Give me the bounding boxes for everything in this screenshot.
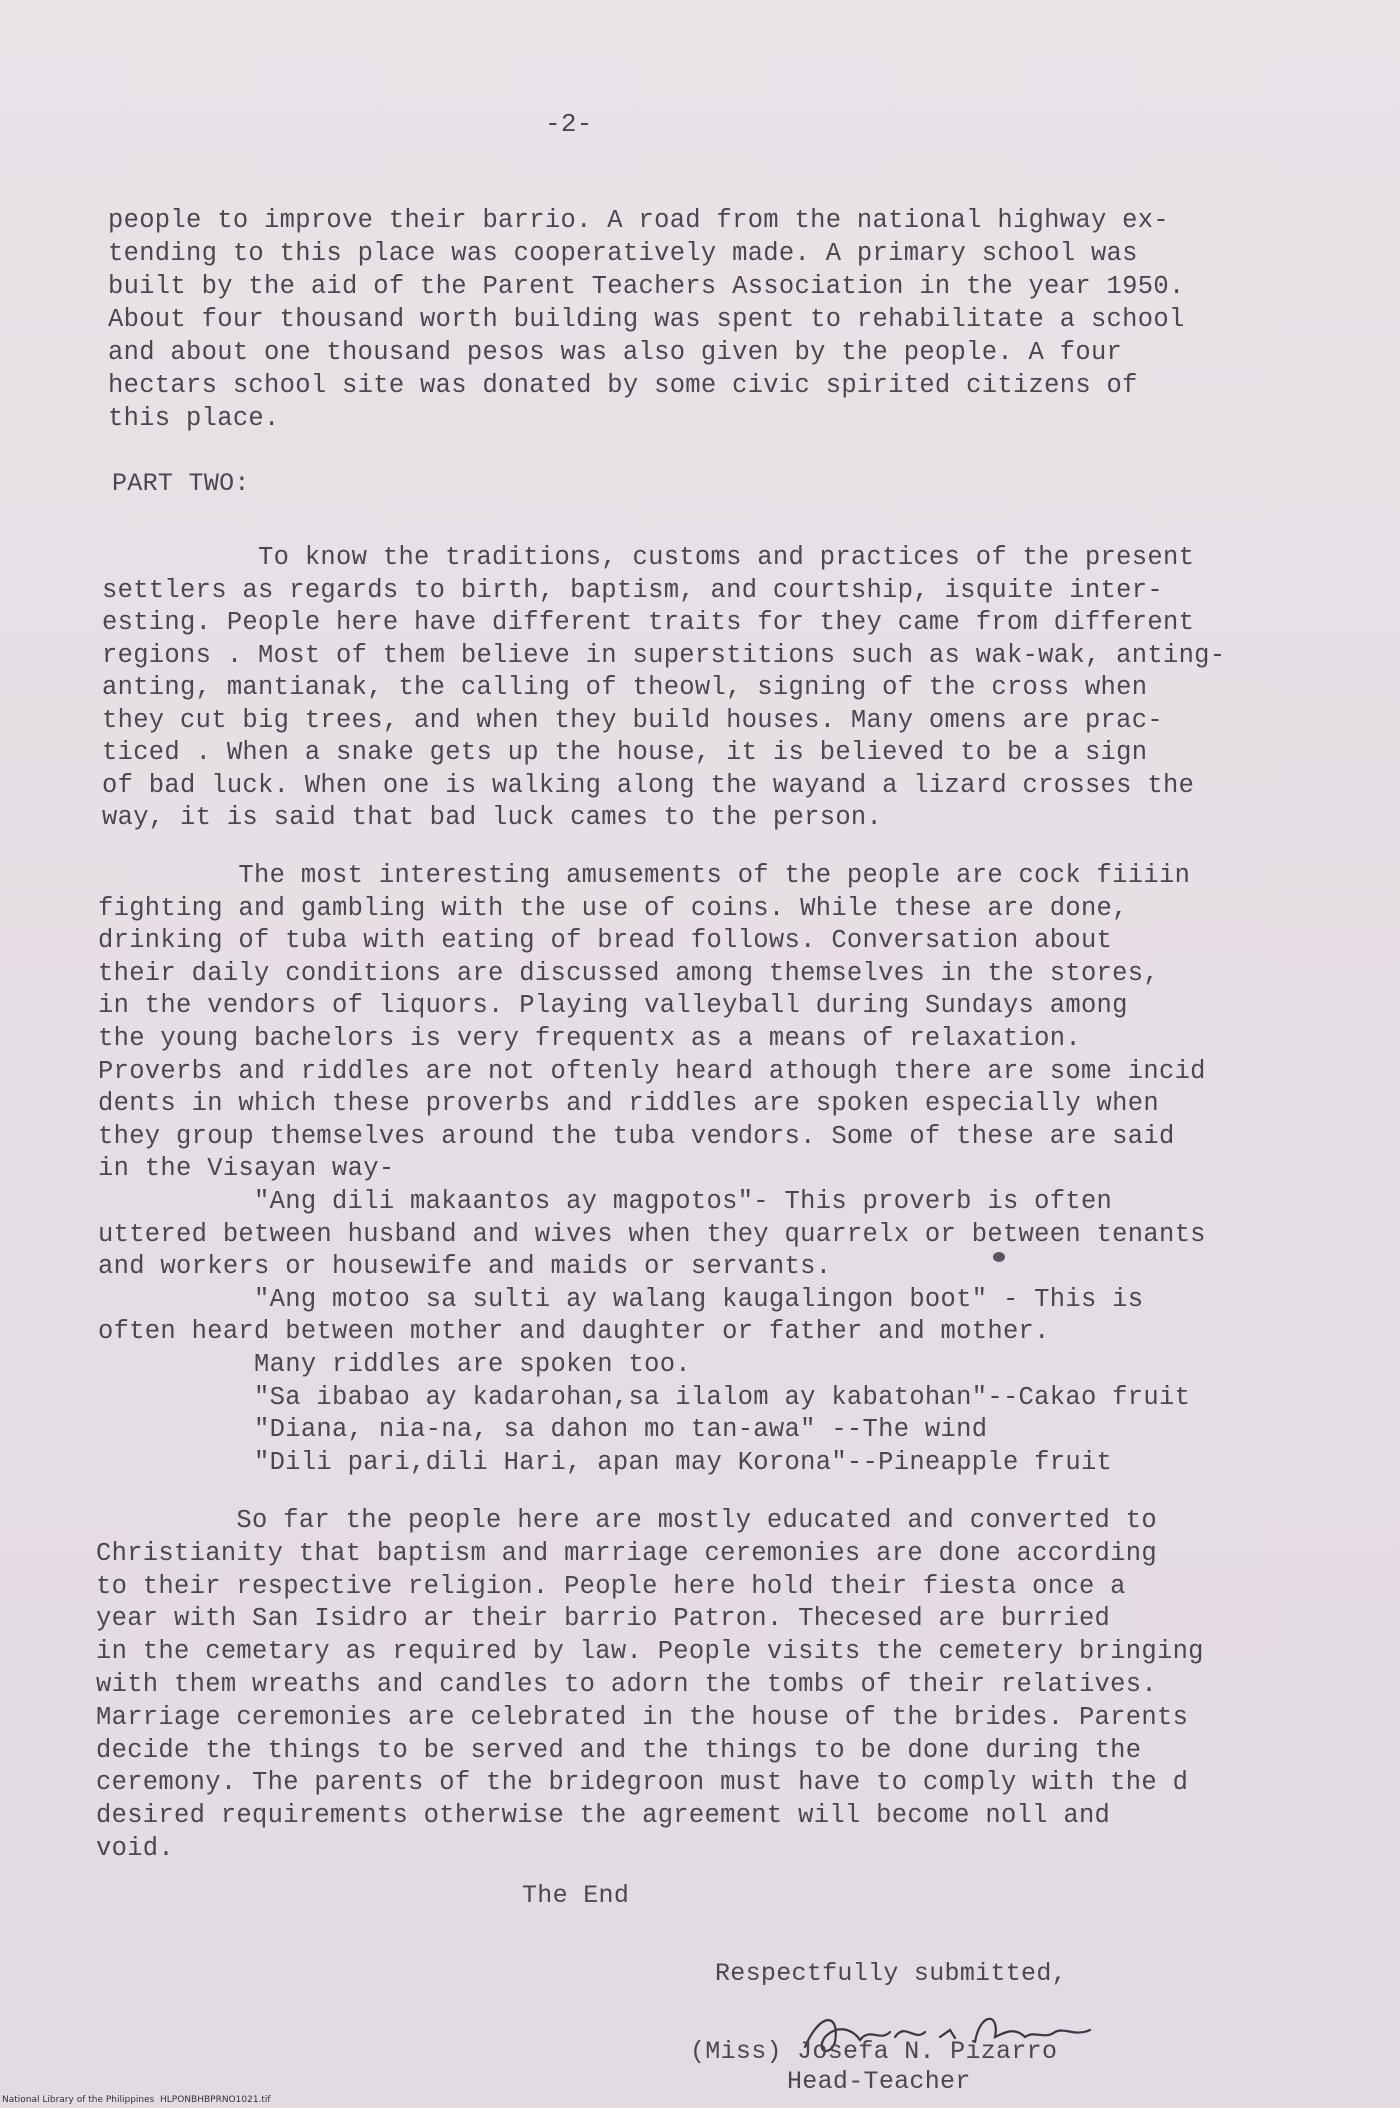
scan-footer (0, 2093, 1400, 2108)
text-line: "Ang dili makaantos ay magpotos"- This proverb is often (98, 1187, 1113, 1216)
text-line: "Dili pari,dili Hari, apan may Korona"--Pineapple fruit (98, 1447, 1113, 1477)
text-line: year with San Isidro ar their barrio Patron. Thecesed are burried (96, 1604, 1111, 1634)
page-number: -2- (545, 109, 593, 139)
text-line: the young bachelors is very frequentx as a means of relaxation. (98, 1024, 1081, 1053)
closing-text: The End (522, 1881, 630, 1910)
text-line: Christianity that baptism and marriage ceremonies are done according (96, 1538, 1157, 1568)
footer-library: National Library of the Philippines (2, 2095, 155, 2105)
text-line: void. (96, 1834, 175, 1863)
text-line: often heard between mother and daughter or father and mother. (98, 1317, 1050, 1347)
signoff-text: Respectfully submitted, (715, 1959, 1067, 1988)
text-line: To know the traditions, customs and practices of the present (102, 543, 1195, 572)
text-line: Proverbs and riddles are not oftenly heard athough there are some incid (98, 1056, 1206, 1086)
text-line: Many riddles are spoken too. (98, 1350, 691, 1379)
text-line: About four thousand worth building was spent to rehabilitate a school (108, 305, 1185, 334)
text-line: "Sa ibabao ay kadarohan,sa ilalom ay kabatohan"--Cakao fruit (98, 1382, 1191, 1412)
text-line: they cut big trees, and when they build houses. Many omens are prac- (102, 705, 1163, 735)
text-line: decide the things to be served and the things to be done during the (96, 1735, 1142, 1765)
text-line: Marriage ceremonies are celebrated in the house of the brides. Parents (96, 1702, 1189, 1732)
text-line: settlers as regards to birth, baptism, and courtship, isquite inter- (102, 575, 1163, 605)
text-line: they group themselves around the tuba vendors. Some of these are said (98, 1121, 1175, 1151)
text-line: in the Visayan way- (98, 1154, 395, 1184)
text-line: "Diana, nia-na, sa dahon mo tan-awa" --The wind (98, 1415, 988, 1445)
section-heading: PART TWO: (112, 469, 250, 498)
text-line: "Ang motoo sa sulti ay walang kaugalingon boot" - This is (98, 1284, 1144, 1314)
text-line: So far the people here are mostly educated and converted to (96, 1506, 1157, 1535)
text-line: drinking of tuba with eating of bread follows. Conversation about (98, 926, 1113, 956)
text-line: fighting and gambling with the use of coins. While these are done, (98, 893, 1128, 923)
text-line: in the vendors of liquors. Playing valleyball during Sundays among (98, 991, 1128, 1021)
text-line: dents in which these proverbs and riddles are spoken especially when (98, 1089, 1159, 1119)
signature-title: Head-Teacher (787, 2067, 971, 2096)
text-line: ceremony. The parents of the bridegroon must have to comply with the d (96, 1768, 1189, 1798)
text-line: esting. People here have different traits for they came from different (102, 608, 1195, 637)
text-line: and about one thousand pesos was also given by the people. A four (108, 338, 1123, 367)
text-line: ticed . When a snake gets up the house, it is believed to be a sign (102, 738, 1148, 767)
text-line: regions . Most of them believe in superstitions such as wak-wak, anting- (102, 640, 1226, 670)
text-line: in the cemetary as required by law. People visits the cemetery bringing (96, 1637, 1204, 1667)
text-line: anting, mantianak, the calling of theowl, signing of the cross when (102, 673, 1148, 702)
text-line: uttered between husband and wives when they quarrelx or between tenants (98, 1219, 1206, 1249)
text-line: The most interesting amusements of the people are cock fiiiin (98, 861, 1191, 890)
text-line: and workers or housewife and maids or servants. (98, 1252, 832, 1282)
text-line: people to improve their barrio. A road from the national highway ex- (108, 206, 1169, 235)
footer-file-id: HLPONBHBPRNO1021.tif (160, 2095, 271, 2105)
text-line: built by the aid of the Parent Teachers Association in the year 1950. (108, 272, 1185, 301)
text-line: hectars school site was donated by some civic spirited citizens of (108, 371, 1138, 400)
ink-blot (993, 1252, 1005, 1262)
text-line: with them wreaths and candles to adorn the tombs of their relatives. (96, 1670, 1157, 1699)
text-line: this place. (108, 404, 280, 433)
text-line: tending to this place was cooperatively made. A primary school was (108, 239, 1138, 268)
text-line: to their respective religion. People here hold their fiesta once a (96, 1571, 1126, 1601)
text-line: their daily conditions are discussed among themselves in the stores, (98, 958, 1159, 988)
text-line: desired requirements otherwise the agreement will become noll and (96, 1801, 1111, 1831)
signature-name: (Miss) Josefa N. Pizarro (690, 2037, 1058, 2066)
text-line: of bad luck. When one is walking along the wayand a lizard crosses the (102, 770, 1195, 800)
text-line: way, it is said that bad luck cames to the person. (102, 803, 883, 832)
